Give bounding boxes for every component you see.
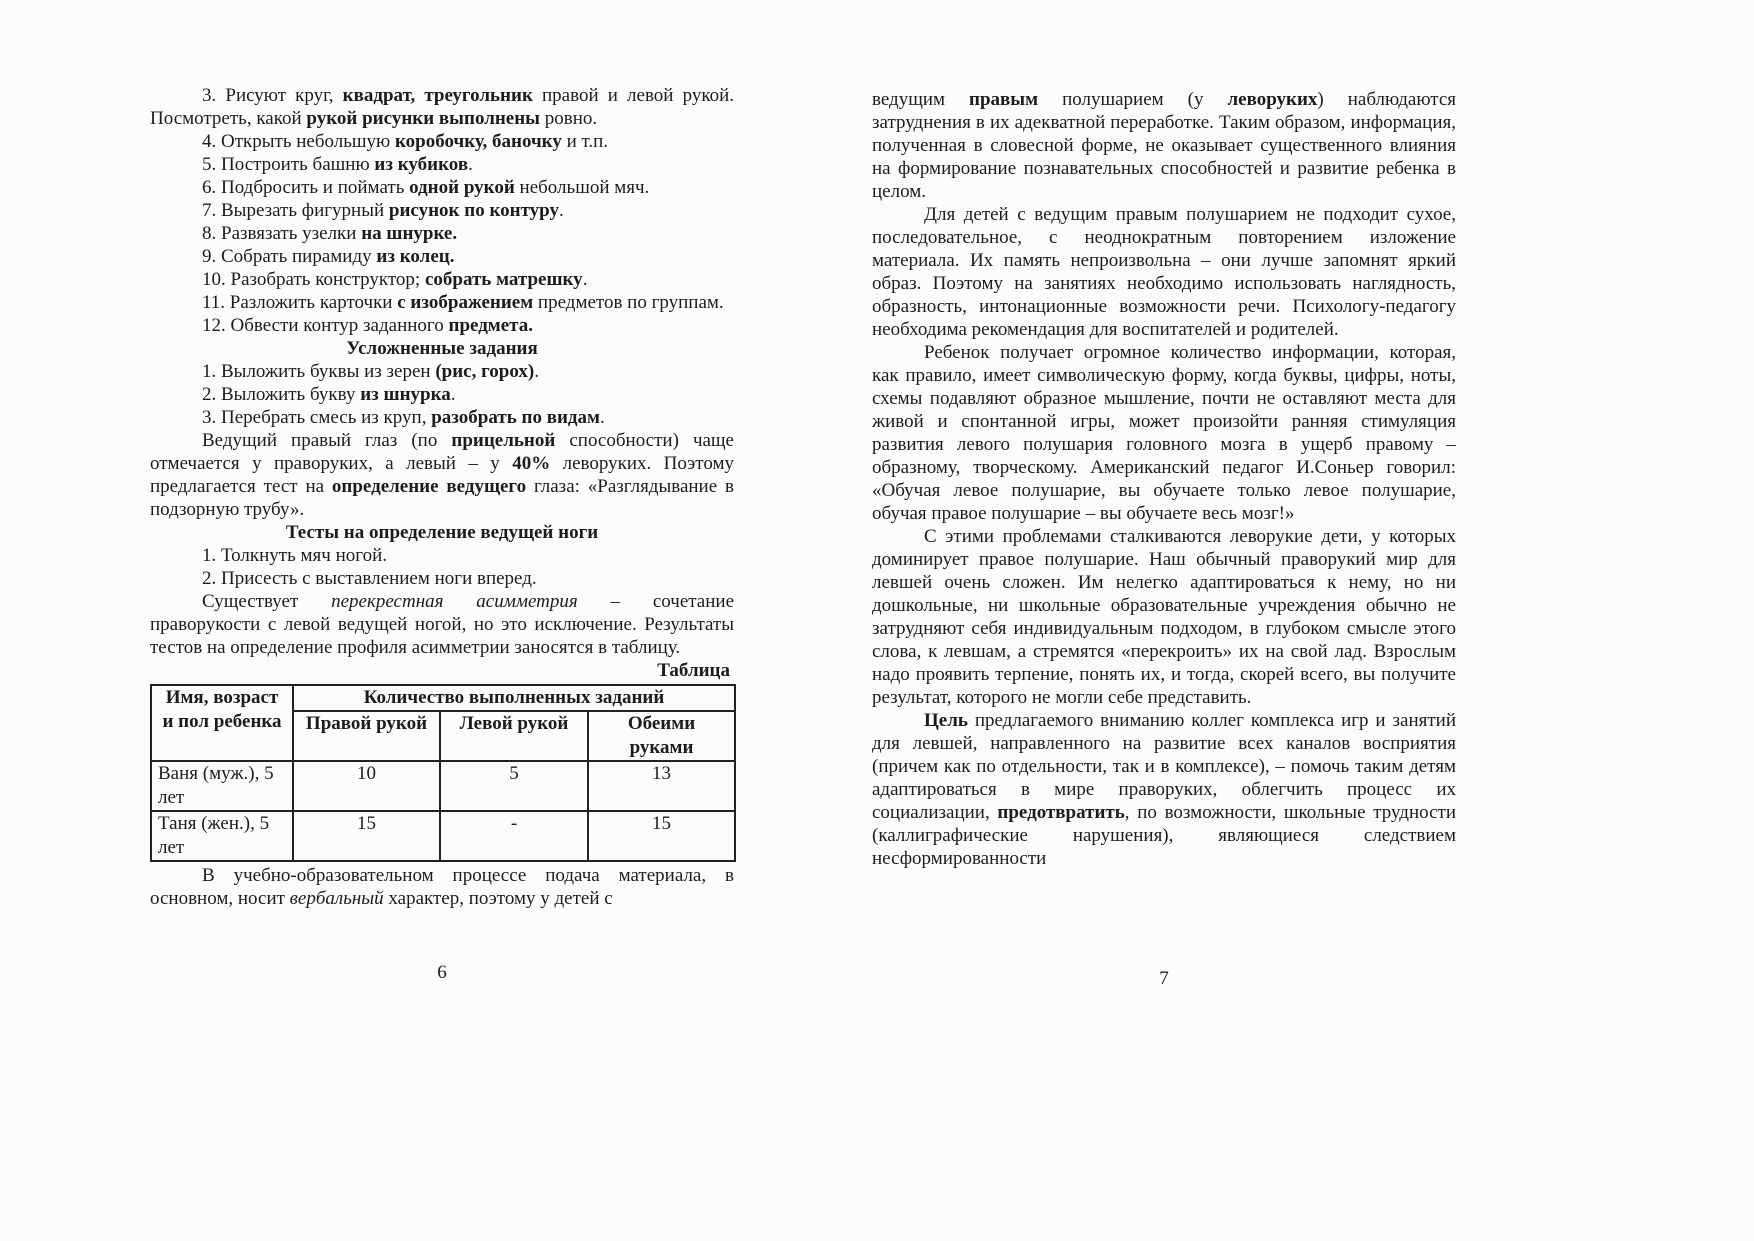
leg-item-2: [150, 567, 734, 590]
text-run: Усложненные задания: [346, 338, 538, 359]
list-item-3: [150, 84, 734, 130]
table-row: [151, 761, 735, 811]
text-run: и т.п.: [561, 131, 609, 152]
table-cell-value: 5: [440, 761, 588, 811]
text-run: 1. Выложить буквы из зерен: [202, 361, 436, 382]
adv-item-2: [150, 383, 734, 406]
bold-run: с изображением: [397, 292, 534, 313]
text-run: 5. Построить башню: [202, 154, 375, 175]
bold-run: из колец.: [376, 246, 455, 267]
italic-run: вербальный: [289, 888, 384, 909]
text-run: 3. Рисуют круг,: [202, 85, 343, 106]
list-item-5: [150, 153, 734, 176]
page-number-left: 6: [437, 962, 447, 983]
table-header-group: Количество выполненных заданий: [293, 685, 735, 711]
text-run: Ведущий правый глаз (по: [202, 430, 452, 451]
adv-item-3: [150, 406, 734, 429]
list-item-7: [150, 199, 734, 222]
bold-run: правым: [969, 89, 1039, 110]
bold-run: из шнурка: [360, 384, 451, 405]
paragraph-goal: [872, 709, 1456, 870]
text-run: полушарием (у: [1038, 89, 1228, 110]
paragraph-continuation: [872, 88, 1456, 203]
text-run: Тесты на определение ведущей ноги: [285, 522, 599, 543]
bold-run: из кубиков: [374, 154, 469, 175]
paragraph-leading-eye: [150, 429, 734, 521]
text-run: правой и левой рукой. Посмотреть, какой: [150, 85, 735, 129]
table-cell-value: 15: [588, 811, 735, 861]
table-cell-value: 15: [293, 811, 440, 861]
text-run: 2. Выложить букву: [202, 384, 361, 405]
text-run: 7. Вырезать фигурный: [202, 200, 389, 221]
text-run: ровно.: [540, 108, 598, 129]
text-run: ) наблюдаются затруднения в их адекватной переработке. Таким образом, информация, полученная в словесной форме, не оказывает существенного влияния на формирование познавательных способностей и развитие ребенка в целом.: [872, 89, 1456, 202]
table-subheader: Обеими руками: [588, 711, 735, 761]
text-run: леворуких. Поэтому предлагается тест на: [150, 453, 734, 497]
paragraph-verbal: [150, 864, 734, 910]
bold-run: 40%: [512, 453, 551, 474]
text-run: 10. Разобрать конструктор;: [202, 269, 425, 290]
text-run: 1. Толкнуть мяч ногой.: [202, 545, 387, 566]
text-run: .: [599, 407, 605, 428]
text-run: Таблица: [657, 660, 730, 681]
paragraph-information: [872, 341, 1456, 525]
text-run: С этими проблемами сталкиваются леворукие дети, у которых доминирует правое полушарие. Наш обычный праворукий мир для левшей очень сложен. Им нелегко адаптироваться к нему, но ни дошкольные, ни школьные образовательные учреждения обычно не затрудняют себя индивидуальным подходом, в глубоком смысле этого слова, к левшам, а стремятся «перекроить» их на свой лад. Взрослым надо проявить терпение, понять их, и тогда, скорей всего, вы получите результат, которого не могли себе представить.: [872, 526, 1456, 708]
list-item-6: [150, 176, 734, 199]
table-caption: [150, 659, 734, 682]
list-item-8: [150, 222, 734, 245]
text-run: ведущим: [872, 89, 970, 110]
text-run: 8. Развязать узелки: [202, 223, 362, 244]
text-run: В учебно-образовательном процессе подача материала, в основном, носит: [150, 865, 734, 909]
list-item-4: [150, 130, 734, 153]
list-item-9: [150, 245, 734, 268]
list-item-10: [150, 268, 734, 291]
table-cell-name: Таня (жен.), 5 лет: [151, 811, 293, 861]
text-run: предлагаемого вниманию коллег комплекса игр и занятий для левшей, направленного на развитие всех каналов восприятия (причем как по отдельности, так и в комплексе), – помочь таким детям адаптироваться в мире праворуких, облегчить процесс их социализации,: [872, 710, 1456, 823]
text-run: 6. Подбросить и поймать: [202, 177, 410, 198]
page-6-content: [150, 84, 734, 910]
text-run: Для детей с ведущим правым полушарием не подходит сухое, последовательное, с неоднократным повторением изложение материала. Их память непроизвольна – они лучше запомнят яркий образ. Поэтому на занятиях необходимо использовать наглядность, образность, интонационные возможности речи. Психологу-педагогу необходима рекомендация для воспитателей и родителей.: [872, 204, 1456, 340]
bold-run: одной рукой: [409, 177, 515, 198]
table-cell-value: 13: [588, 761, 735, 811]
text-run: 3. Перебрать смесь из круп,: [202, 407, 432, 428]
paragraph-cross-asymmetry: [150, 590, 734, 659]
text-run: 12. Обвести контур заданного: [202, 315, 449, 336]
results-table: [150, 684, 736, 862]
bold-run: определение ведущего: [331, 476, 527, 497]
text-run: .: [534, 361, 539, 382]
page-7-content: [872, 88, 1456, 870]
bold-run: рисунок по контуру: [388, 200, 559, 221]
text-run: .: [582, 269, 588, 290]
bold-run: предмета.: [448, 315, 533, 336]
page-number-right: 7: [1159, 968, 1169, 989]
text-run: глаза: «Разглядывание в подзорную трубу».: [150, 476, 734, 520]
adv-item-1: [150, 360, 734, 383]
text-run: Ребенок получает огромное количество информации, которая, как правило, имеет символическую форму, когда буквы, цифры, ноты, схемы подавляют образное мышление, почти не оставляют места для живой и спонтанной игры, может произойти ранняя стимуляция развития левого полушария головного мозга в ущерб правому – образному, творческому. Американский педагог И.Соньер говорил: «Обучая левое полушарие, вы обучаете только левое полушарие, обучая правое полушарие – вы обучаете весь мозг!»: [872, 342, 1456, 524]
paragraph-right-hemisphere: [872, 203, 1456, 341]
bold-run: собрать матрешку: [424, 269, 583, 290]
heading-advanced-tasks: [150, 337, 734, 360]
list-item-11: [150, 291, 734, 314]
bold-run: (рис, горох): [435, 361, 535, 382]
bold-run: леворуких: [1227, 89, 1318, 110]
text-run: – сочетание праворукости с левой ведущей ногой, но это исключение. Результаты тестов на определение профиля асимметрии заносятся в таблицу.: [150, 591, 735, 658]
table-cell-value: 10: [293, 761, 440, 811]
bold-run: предотвратить: [997, 802, 1125, 823]
bold-run: прицельной: [451, 430, 556, 451]
table-subheader: Левой рукой: [440, 711, 588, 761]
text-run: , по возможности, школьные трудности (каллиграфические нарушения), являющиеся следствием несформированности: [872, 802, 1456, 869]
bold-run: коробочку, баночку: [394, 131, 562, 152]
bold-run: квадрат, треугольник: [342, 85, 533, 106]
bold-run: на шнурке.: [361, 223, 458, 244]
text-run: 2. Присесть с выставлением ноги вперед.: [202, 568, 537, 589]
text-run: 11. Разложить карточки: [202, 292, 398, 313]
heading-leg-tests: [150, 521, 734, 544]
bold-run: разобрать по видам: [431, 407, 600, 428]
table-row: [151, 811, 735, 861]
paragraph-left-handed-children: [872, 525, 1456, 709]
table-cell-value: -: [440, 811, 588, 861]
text-run: .: [450, 384, 456, 405]
table-cell-name: Ваня (муж.), 5 лет: [151, 761, 293, 811]
bold-run: Цель: [924, 710, 968, 731]
list-item-12: [150, 314, 734, 337]
text-run: характер, поэтому у детей с: [383, 888, 613, 909]
table-header-name: Имя, возраст и пол ребенка: [151, 685, 293, 761]
text-run: 4. Открыть небольшую: [202, 131, 395, 152]
leg-item-1: [150, 544, 734, 567]
text-run: небольшой мяч.: [514, 177, 650, 198]
italic-run: перекрестная асимметрия: [331, 591, 578, 612]
text-run: Существует: [202, 591, 332, 612]
text-run: .: [468, 154, 473, 175]
table-subheader: Правой рукой: [293, 711, 440, 761]
text-run: .: [559, 200, 564, 221]
text-run: способности) чаще отмечается у праворуких, а левый – у: [150, 430, 734, 474]
text-run: предметов по группам.: [533, 292, 724, 313]
bold-run: рукой рисунки выполнены: [306, 108, 541, 129]
text-run: 9. Собрать пирамиду: [202, 246, 377, 267]
